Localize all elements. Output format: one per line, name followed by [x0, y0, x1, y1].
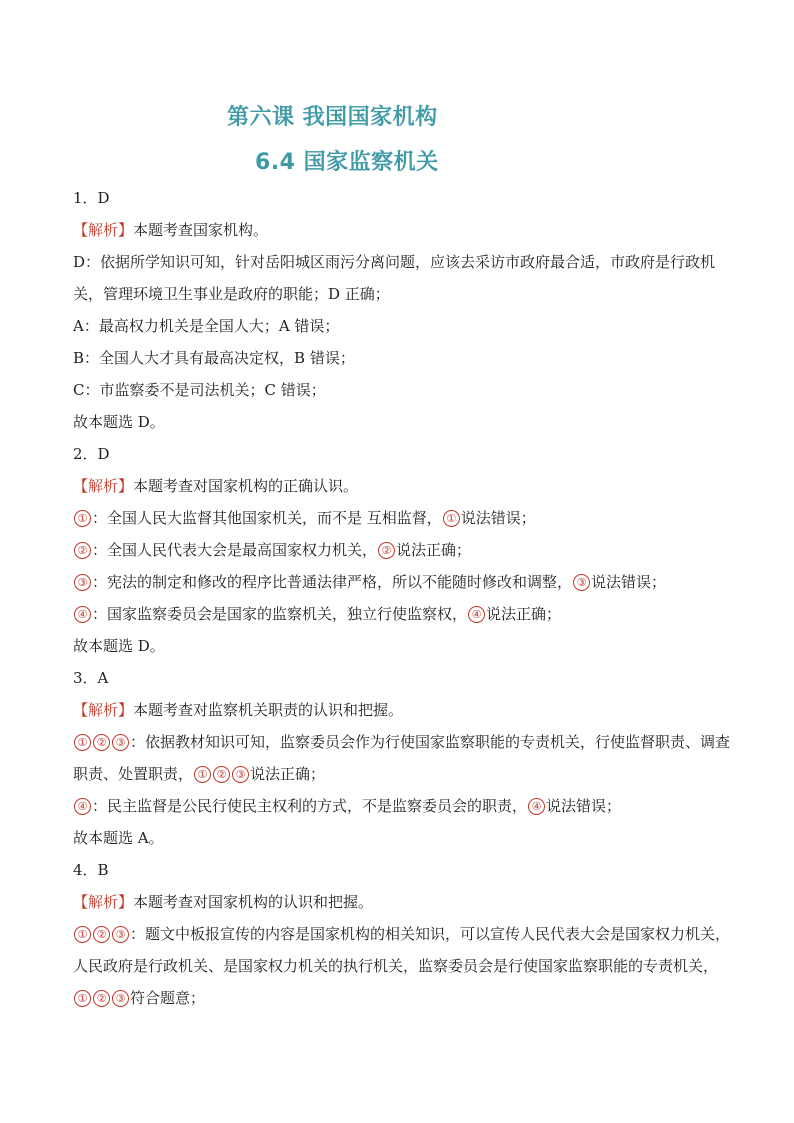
analysis-text: 本题考查国家机构。: [133, 221, 269, 239]
q1-option-a: A：最高权力机关是全国人大；A 错误；: [73, 317, 340, 335]
q3-conclusion: 故本题选 A。: [73, 829, 164, 847]
circled-4-icon: ④: [528, 798, 545, 815]
q3-analysis: [73, 694, 733, 726]
circled-2-icon: ②: [74, 542, 91, 559]
q2-item-1: ① ：全国人民大监督其他国家机关，而不是 互相监督， ① 说法错误；: [73, 502, 733, 534]
circled-2-icon: ②: [378, 542, 395, 559]
circled-3-icon: ③: [232, 766, 249, 783]
q1-option-d: D：依据所学知识可知，针对岳阳城区雨污分离问题，应该去采访市政府最合适，市政府是行政机关，管理环境卫生事业是政府的职能；D 正确；: [73, 253, 716, 303]
circled-1-icon: ①: [74, 510, 91, 527]
circled-1-icon: ①: [74, 734, 91, 751]
analysis-label: 【解析】: [73, 477, 134, 495]
q2-item-2: ② ：全国人民代表大会是最高国家权力机关， ② 说法正确；: [73, 534, 733, 566]
circled-1-icon: ①: [74, 990, 91, 1007]
circled-3-icon: ③: [112, 990, 129, 1007]
circled-3-icon: ③: [112, 926, 129, 943]
circled-3-icon: ③: [74, 574, 91, 591]
q2-item-4: ④ ：国家监察委员会是国家的监察机关，独立行使监察权， ④ 说法正确；: [73, 598, 733, 630]
q4-analysis: [73, 886, 733, 918]
q3-number: 3．A: [73, 669, 109, 687]
circled-4-icon: ④: [74, 606, 91, 623]
circled-2-icon: ②: [93, 734, 110, 751]
analysis-text: 本题考查对监察机关职责的认识和把握。: [133, 701, 404, 719]
circled-1-icon: ①: [443, 510, 460, 527]
q4-number: 4．B: [73, 861, 109, 879]
lesson-title: 第六课 我国国家机构: [227, 105, 438, 130]
q1-option-c: C：市监察委不是司法机关；C 错误；: [73, 381, 326, 399]
circled-2-icon: ②: [93, 990, 110, 1007]
circled-1-icon: ①: [194, 766, 211, 783]
q1-conclusion: 故本题选 D。: [73, 413, 165, 431]
circled-4-icon: ④: [468, 606, 485, 623]
circled-3-icon: ③: [112, 734, 129, 751]
answer-content: [73, 182, 733, 1014]
q4-item-123: ① ② ③ ：题文中板报宣传的内容是国家机构的相关知识，可以宣传人民代表大会是国家权力机关，人民政府是行政机关、是国家权力机关的执行机关，监察委员会是行使国家监察职能的专责机关，① ② ③ 符合题意；: [73, 925, 731, 1007]
circled-1-icon: ①: [74, 926, 91, 943]
circled-2-icon: ②: [213, 766, 230, 783]
circled-2-icon: ②: [93, 926, 110, 943]
circled-4-icon: ④: [74, 798, 91, 815]
analysis-text: 本题考查对国家机构的正确认识。: [133, 477, 359, 495]
circled-3-icon: ③: [573, 574, 590, 591]
section-title: 6.4 国家监察机关: [255, 150, 439, 175]
q2-conclusion: 故本题选 D。: [73, 637, 165, 655]
q2-number: 2．D: [73, 445, 110, 463]
analysis-label: 【解析】: [73, 701, 134, 719]
q3-item-123: ① ② ③ ：依据教材知识可知，监察委员会作为行使国家监察职能的专责机关，行使监督职责、调查职责、处置职责， ① ② ③ 说法正确；: [73, 733, 731, 783]
analysis-label: 【解析】: [73, 893, 134, 911]
q1-number: 1．D: [73, 189, 110, 207]
q2-item-3: ③ ：宪法的制定和修改的程序比普通法律严格，所以不能随时修改和调整， ③ 说法错误；: [73, 566, 733, 598]
analysis-text: 本题考查对国家机构的认识和把握。: [133, 893, 374, 911]
q3-item-4: ④ ：民主监督是公民行使民主权利的方式，不是监察委员会的职责， ④ 说法错误；: [73, 790, 733, 822]
q1-analysis: [73, 214, 733, 246]
q1-option-b: B：全国人大才具有最高决定权，B 错误；: [73, 349, 355, 367]
analysis-label: 【解析】: [73, 221, 134, 239]
q2-analysis: [73, 470, 733, 502]
